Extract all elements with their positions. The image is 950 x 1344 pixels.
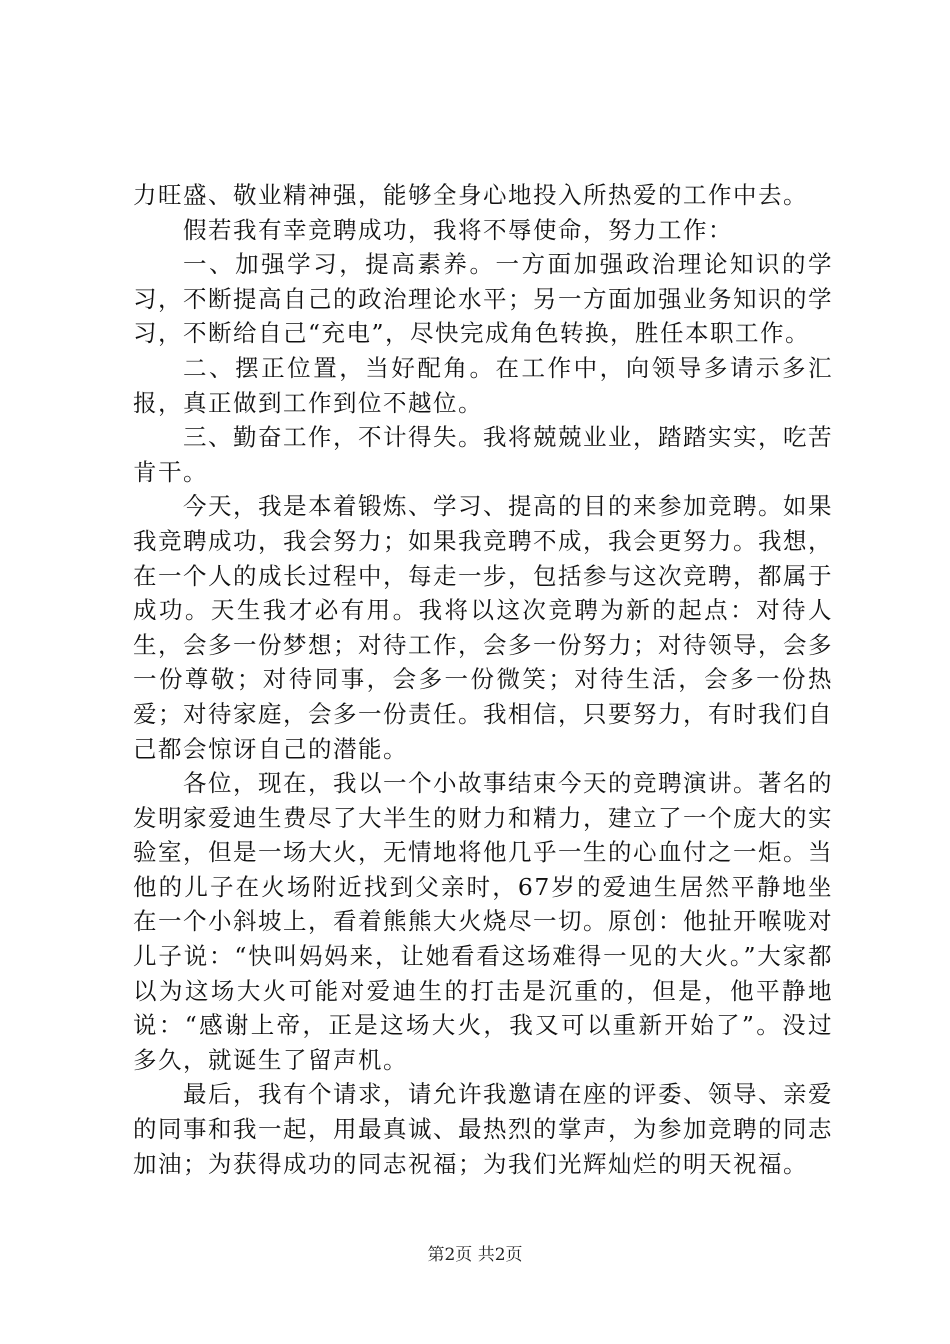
paragraph-5: 三、勤奋工作，不计得失。我将兢兢业业，踏踏实实，吃苦肯干。 [133,423,833,486]
paragraph-2: 假若我有幸竞聘成功，我将不辱使命，努力工作： [183,215,733,244]
paragraph-4: 二、摆正位置，当好配角。在工作中，向领导多请示多汇报，真正做到工作到位不越位。 [133,353,833,417]
paragraph-1: 力旺盛、敬业精神强，能够全身心地投入所热爱的工作中去。 [133,181,808,209]
paragraph-8: 最后，我有个请求，请允许我邀请在座的评委、领导、亲爱的同事和我一起，用最真诚、最热烈的掌声，为参加竞聘的同志加油；为获得成功的同志祝福；为我们光辉灿烂的明天祝福。 [133,1080,833,1178]
paragraph-6: 今天，我是本着锻炼、学习、提高的目的来参加竞聘。如果我竞聘成功，我会努力；如果我竞聘不成，我会更努力。我想，在一个人的成长过程中，每走一步，包括参与这次竞聘，都属于成功。天生我才必有用。我将以这次竞聘为新的起点：对待人生，会多一份梦想；对待工作，会多一份努力；对待领导，会多一份尊敬；对待同事，会多一份微笑；对待生活，会多一份热爱；对待家庭，会多一份责任。我相信，只要努力，有时我们自己都会惊讶自己的潜能。 [133,492,833,763]
paragraph-3: 一、加强学习，提高素养。一方面加强政治理论知识的学习，不断提高自己的政治理论水平；另一方面加强业务知识的学习，不断给自己“充电”，尽快完成角色转换，胜任本职工作。 [133,250,833,348]
paragraph-7: 各位，现在，我以一个小故事结束今天的竞聘演讲。著名的发明家爱迪生费尽了大半生的财力和精力，建立了一个庞大的实验室，但是一场大火，无情地将他几乎一生的心血付之一炬。当他的儿子在火场附近找到父亲时，67岁的爱迪生居然平静地坐在一个小斜坡上，看着熊熊大火烧尽一切。原创：他扯开喉咙对儿子说：“快叫妈妈来，让她看看这场难得一见的大火。”大家都以为这场大火可能对爱迪生的打击是沉重的，但是，他平静地说：“感谢上帝，正是这场大火，我又可以重新开始了”。没过多久，就诞生了留声机。 [133,769,833,1074]
document-body [133,178,833,1181]
page-footer: 第2页 共2页 [427,1245,523,1265]
